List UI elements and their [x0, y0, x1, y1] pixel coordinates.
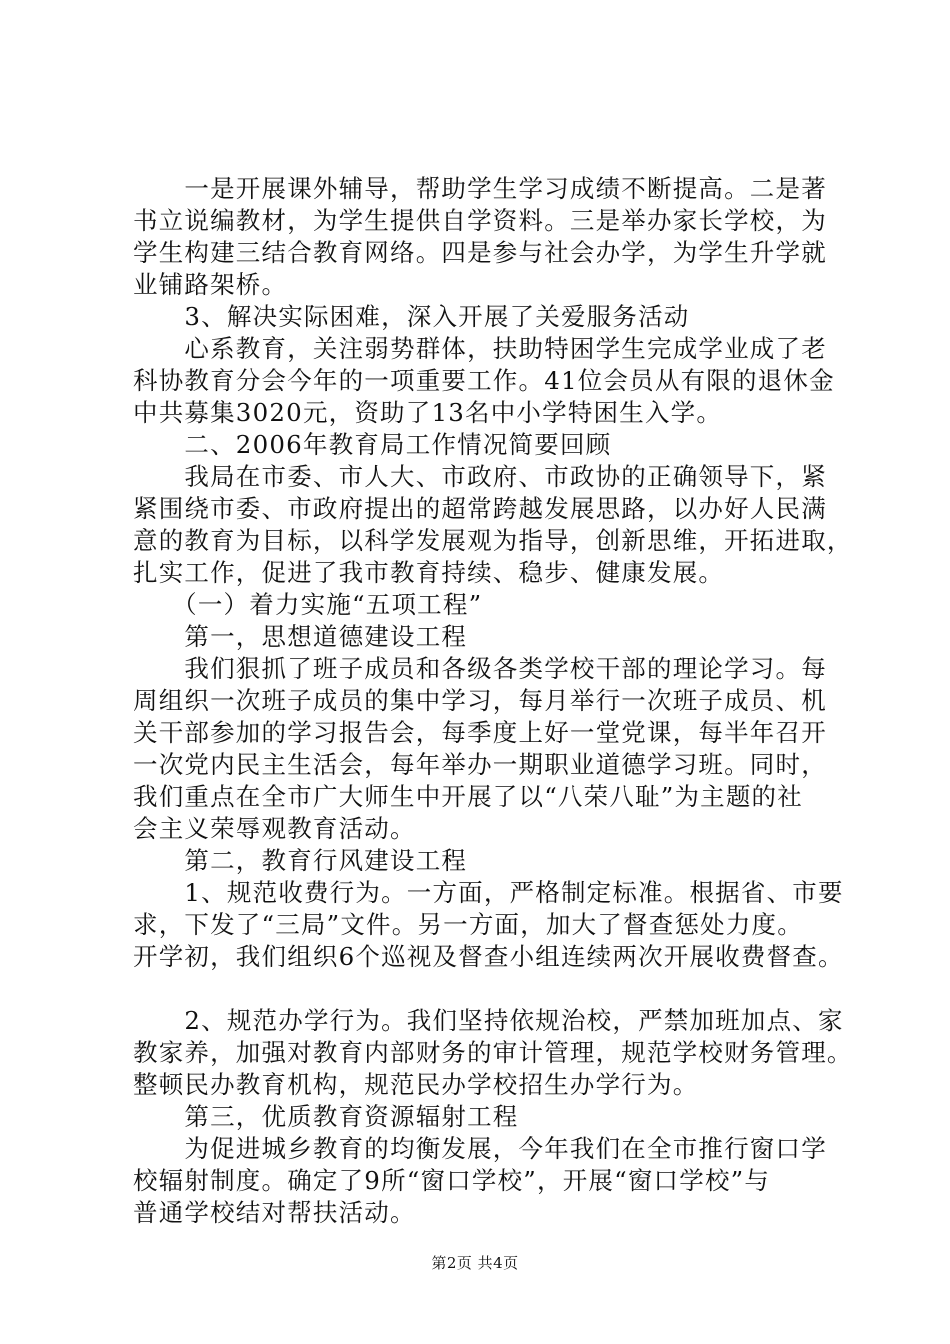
- section-heading: 第一，思想道德建设工程: [133, 622, 468, 651]
- body-text-line: 意的教育为目标，以科学发展观为指导，创新思维，开拓进取，: [133, 526, 853, 555]
- body-text-line: 我们重点在全市广大师生中开展了以“八荣八耻”为主题的社: [133, 782, 803, 811]
- body-text-line: 书立说编教材，为学生提供自学资料。三是举办家长学校，为: [133, 206, 827, 235]
- body-text-line: 2、规范办学行为。我们坚持依规治校，严禁加班加点、家: [133, 1006, 844, 1035]
- section-heading: 第三，优质教育资源辐射工程: [133, 1102, 519, 1131]
- section-heading: 第二，教育行风建设工程: [133, 846, 468, 875]
- body-text-line: 普通学校结对帮扶活动。: [133, 1198, 416, 1227]
- body-text-line: 1、规范收费行为。一方面，严格制定标准。根据省、市要: [133, 878, 844, 907]
- body-text-line: 一是开展课外辅导，帮助学生学习成绩不断提高。二是著: [133, 174, 827, 203]
- body-text-line: 心系教育，关注弱势群体，扶助特困学生完成学业成了老: [133, 334, 827, 363]
- body-text-line: 周组织一次班子成员的集中学习，每月举行一次班子成员、机: [133, 686, 827, 715]
- body-text-line: 紧围绕市委、市政府提出的超常跨越发展思路，以办好人民满: [133, 494, 827, 523]
- body-text-line: 扎实工作，促进了我市教育持续、稳步、健康发展。: [133, 558, 725, 587]
- body-text-line: 业铺路架桥。: [133, 270, 288, 299]
- body-text-line: 校辐射制度。确定了9所“窗口学校”，开展“窗口学校”与: [133, 1166, 771, 1195]
- body-text-line: 教家养，加强对教育内部财务的审计管理，规范学校财务管理。: [133, 1038, 853, 1067]
- body-text-line: 关干部参加的学习报告会，每季度上好一堂党课，每半年召开: [133, 718, 827, 747]
- body-text-line: 为促进城乡教育的均衡发展，今年我们在全市推行窗口学: [133, 1134, 827, 1163]
- section-heading: 二、2006年教育局工作情况简要回顾: [133, 430, 612, 459]
- body-text-line: 中共募集3020元，资助了13名中小学特困生入学。: [133, 398, 723, 427]
- body-text-line: 学生构建三结合教育网络。四是参与社会办学，为学生升学就: [133, 238, 827, 267]
- body-text-line: 科协教育分会今年的一项重要工作。41位会员从有限的退休金: [133, 366, 835, 395]
- page-number-footer: 第2页 共4页: [431, 1254, 519, 1272]
- body-text-line: 会主义荣辱观教育活动。: [133, 814, 416, 843]
- body-text-line: 我局在市委、市人大、市政府、市政协的正确领导下，紧: [133, 462, 827, 491]
- body-text-line: 开学初，我们组织6个巡视及督查小组连续两次开展收费督查。: [133, 942, 844, 971]
- body-text-line: 一次党内民主生活会，每年举办一期职业道德学习班。同时，: [133, 750, 827, 779]
- body-text-line: 整顿民办教育机构，规范民办学校招生办学行为。: [133, 1070, 699, 1099]
- section-heading: 3、解决实际困难，深入开展了关爱服务活动: [133, 302, 690, 331]
- body-text-line: 求，下发了“三局”文件。另一方面，加大了督查惩处力度。: [133, 910, 803, 939]
- section-heading: （一）着力实施“五项工程”: [133, 590, 483, 619]
- body-text-line: 我们狠抓了班子成员和各级各类学校干部的理论学习。每: [133, 654, 827, 683]
